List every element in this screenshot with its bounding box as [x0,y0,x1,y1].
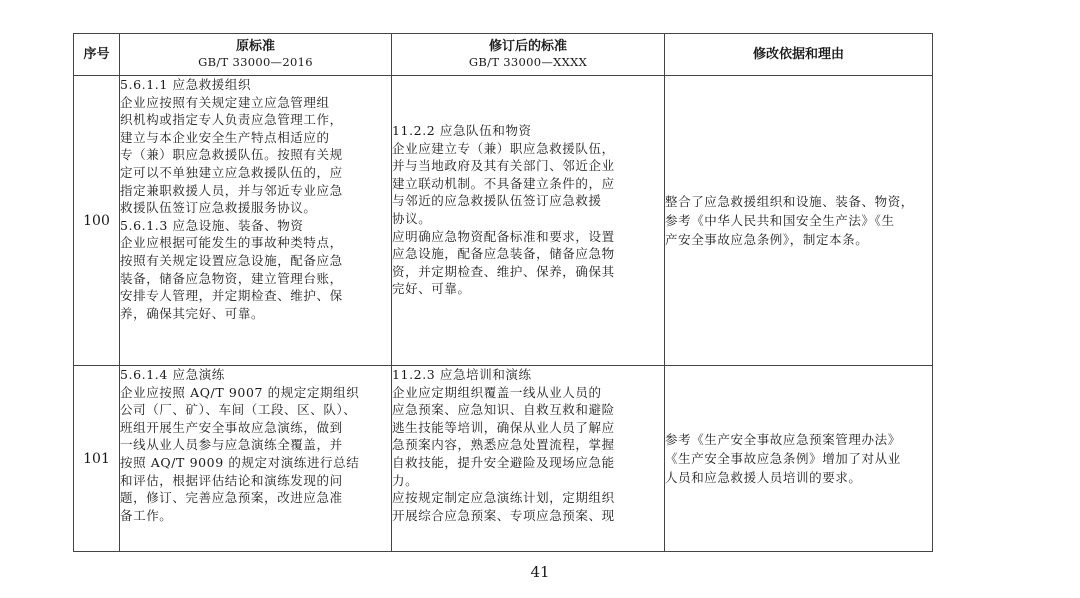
text-line: 参考《生产安全事故应急预案管理办法》 [665,432,901,447]
text-line: 建立与本企业安全生产特点相适应的 [120,129,330,145]
text-line: 按照 AQ/T 9009 的规定对演练进行总结 [120,454,360,470]
table-header-row [74,34,933,76]
text-line: 养，确保其完好、可靠。 [120,305,265,321]
text-line: 《生产安全事故应急条例》增加了对从业 [665,451,901,466]
text-line: 11.2.2 应急队伍和物资 [392,123,532,138]
text-line: 建立联动机制。不具备建立条件的，应 [392,175,615,191]
text-line: 逃生技能等培训，确保从业人员了解应 [392,419,615,435]
text-line: 企业应按照 AQ/T 9007 的规定定期组织 [120,384,360,400]
text-line: 企业应根据可能发生的事故种类特点， [120,235,343,251]
header-original-title: 原标准 [235,39,275,54]
text-line: 应按规定制定应急演练计划，定期组织 [392,490,615,506]
row-original-text [120,76,392,366]
text-line: 与邻近的应急救援队伍签订应急救援 [392,193,602,209]
text-line: 企业应定期组织覆盖一线从业人员的 [392,384,602,400]
text-line: 备工作。 [120,507,173,523]
text-line: 急预案内容，熟悉应急处置流程，掌握 [392,437,615,453]
text-line: 人员和应急救援人员培训的要求。 [665,470,862,485]
text-line: 应急设施，配备应急装备，储备应急物 [392,246,615,262]
header-seq-label: 序号 [83,46,110,62]
text-line: 5.6.1.3 应急设施、装备、物资 [120,217,304,233]
header-revised-code: GB/T 33000—XXXX [468,55,588,69]
header-reason [665,34,933,76]
text-line: 应急预案、应急知识、自救互救和避险 [392,402,615,418]
text-line: 企业应建立专（兼）职应急救援队伍， [392,140,615,156]
text-line: 公司（厂、矿）、车间（工段、区、队）、 [120,402,357,418]
row-seq: 101 [74,366,120,552]
row-original-text [120,366,392,552]
row-reason-text [665,76,933,366]
comparison-table [73,33,933,552]
text-line: 装备，储备应急物资，建立管理台账， [120,270,343,286]
text-line: 11.2.3 应急培训和演练 [392,367,532,382]
text-line: 力。 [392,472,419,488]
header-reason-label: 修改依据和理由 [752,46,844,62]
text-line: 织机构或指定专人负责应急管理工作， [120,112,343,128]
table-row [74,76,933,366]
row-seq: 100 [74,76,120,366]
text-line: 5.6.1.4 应急演练 [120,367,225,382]
text-line: 应明确应急物资配备标准和要求，设置 [392,228,615,244]
text-line: 完好、可靠。 [392,281,471,297]
table-row [74,366,933,552]
text-line: 题，修订、完善应急预案，改进应急准 [120,490,343,506]
text-line: 参考《中华人民共和国安全生产法》《生 [665,213,895,228]
text-line: 和评估，根据评估结论和演练发现的问 [120,472,343,488]
text-line: 定可以不单独建立应急救援队伍的，应 [120,164,343,180]
header-original [120,34,392,76]
text-line: 按照有关规定设置应急设施，配备应急 [120,252,343,268]
text-line: 开展综合应急预案、专项应急预案、现 [392,507,615,523]
text-line: 企业应按照有关规定建立应急管理组 [120,94,330,110]
text-line: 指定兼职救援人员，并与邻近专业应急 [120,182,343,198]
header-revised-title: 修订后的标准 [488,39,567,54]
text-line: 班组开展生产安全事故应急演练，做到 [120,419,343,435]
header-original-code: GB/T 33000—2016 [198,55,313,69]
text-line: 自救技能，提升安全避险及现场应急能 [392,454,615,470]
text-line: 5.6.1.1 应急救援组织 [120,77,252,92]
text-line: 救援队伍签订应急救援服务协议。 [120,200,317,216]
text-line: 整合了应急救援组织和设施、装备、物资， [665,194,914,209]
page-number: 41 [530,563,550,581]
text-line: 安排专人管理，并定期检查、维护、保 [120,288,343,304]
text-line: 资，并定期检查、维护、保养，确保其 [392,263,615,279]
text-line: 协议。 [392,210,432,226]
row-reason-text [665,366,933,552]
text-line: 产安全事故应急条例》，制定本条。 [665,232,869,247]
text-line: 专（兼）职应急救援队伍。按照有关规 [120,147,343,163]
text-line: 并与当地政府及其有关部门、邻近企业 [392,158,615,174]
text-line: 一线从业人员参与应急演练全覆盖，并 [120,437,343,453]
row-revised-text [392,76,665,366]
header-seq [74,34,120,76]
header-revised [392,34,665,76]
row-revised-text [392,366,665,552]
